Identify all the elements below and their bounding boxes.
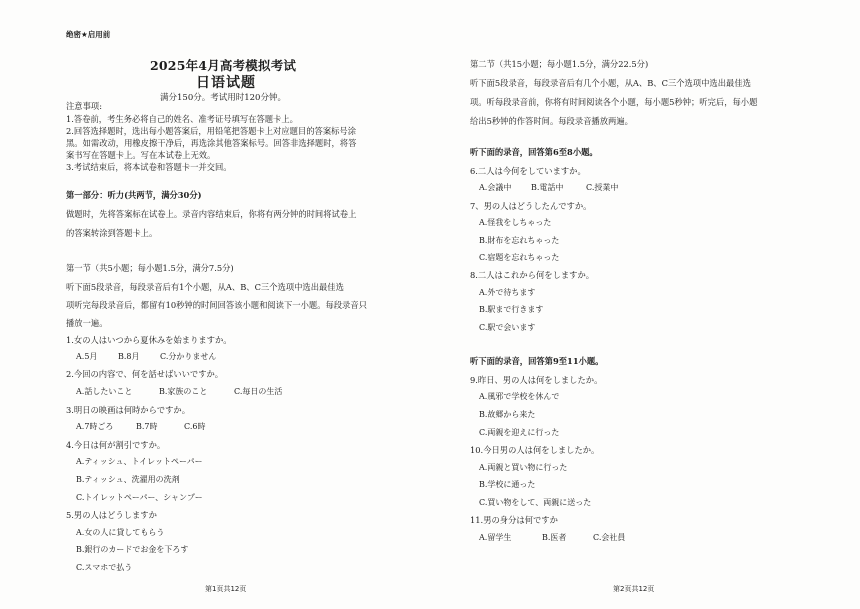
notice-item: 案书写在答题卡上。写在本试卷上无效。 [66, 150, 216, 160]
option-2c: C.毎日の生活 [234, 387, 283, 396]
option-11a: A.留学生 [479, 533, 512, 542]
group2-heading: 听下面的录音，回答第9至11小题。 [470, 356, 604, 366]
group1-heading: 听下面的录音，回答第6至8小题。 [470, 147, 598, 157]
option-3a: A.7時ごろ [76, 422, 114, 431]
option-1a: A.5月 [76, 352, 98, 361]
notice-heading: 注意事项: [66, 101, 102, 111]
section1-desc: 项听完每段录音后，都留有10秒钟的时间回答该小题和阅读下一小题。每段录音只 [66, 300, 367, 310]
option-1c: C.分かりません [160, 352, 217, 361]
option-10a: A.両親と買い物に行った [479, 463, 568, 472]
part1-desc: 的答案转涂到答题卡上。 [66, 228, 158, 238]
option-5c: C.スマホで払う [76, 563, 133, 572]
page-number-left: 第1页共12页 [205, 585, 247, 593]
question-2: 2.今回の内容で、何を話せばいいですか。 [66, 369, 224, 379]
exam-title: 2025年4月高考模拟考试 [150, 58, 297, 73]
option-3c: C.6時 [184, 422, 206, 431]
section1-heading: 第一节（共5小题；每小题1.5分，满分7.5分) [66, 263, 234, 273]
option-1b: B.8月 [118, 352, 140, 361]
question-11: 11.男の身分は何ですか [470, 515, 558, 525]
exam-meta: 满分150分。考试用时120分钟。 [160, 93, 286, 103]
section2-desc: 听下面5段录音，每段录音后有几个小题，从A、B、C三个选项中选出最佳选 [470, 78, 751, 88]
option-11c: C.会社員 [593, 533, 626, 542]
section2-desc: 项。听每段录音前，你将有时间阅读各个小题，每小题5秒钟；听完后，每小题 [470, 97, 758, 107]
question-4: 4.今日は何が割引ですか。 [66, 440, 166, 450]
exam-subject: 日语试题 [196, 75, 256, 91]
question-1: 1.女の人はいつから夏休みを始まりますか。 [66, 335, 232, 345]
notice-item: 3.考试结束后，将本试卷和答题卡一并交回。 [66, 162, 232, 172]
section1-desc: 播放一遍。 [66, 318, 108, 328]
option-8c: C.駅で会います [479, 323, 536, 332]
notice-item: 2.回答选择题时，选出每小题答案后，用铅笔把答题卡上对应题目的答案标号涂 [66, 126, 357, 136]
section2-heading: 第二节（共15小题；每小题1.5分，满分22.5分) [470, 59, 649, 69]
option-2a: A.話したいこと [76, 387, 133, 396]
question-8: 8.二人はこれから何をしますか。 [470, 270, 595, 280]
option-7b: B.財布を忘れちゃった [479, 236, 560, 245]
part1-heading: 第一部分：听力(共两节，满分30分) [66, 190, 202, 200]
question-6: 6.二人は今何をしていますか。 [470, 166, 586, 176]
option-6a: A.会議中 [479, 183, 512, 192]
section2-desc: 给出5秒钟的作答时间。每段录音播放两遍。 [470, 116, 633, 126]
question-9: 9.昨日、男の人は何をしましたか。 [470, 375, 603, 385]
option-4a: A.ティッシュ、トイレットペーパー [76, 457, 203, 466]
section1-desc: 听下面5段录音，每段录音后有1个小题，从A、B、C三个选项中选出最佳选 [66, 282, 344, 292]
notice-item: 黑。如需改动，用橡皮擦干净后，再选涂其他答案标号。回答非选择题时，将答 [66, 138, 357, 148]
question-7: 7、男の人はどうしたんですか。 [470, 201, 592, 211]
option-6b: B.電話中 [531, 183, 564, 192]
option-5b: B.銀行のカードでお金を下ろす [76, 545, 189, 554]
option-11b: B.医者 [542, 533, 567, 542]
option-6c: C.授業中 [586, 183, 619, 192]
right-page [430, 0, 860, 609]
option-8b: B.駅まで行きます [479, 305, 544, 314]
question-10: 10.今日男の人は何をしましたか。 [470, 445, 600, 455]
option-8a: A.外で待ちます [479, 288, 536, 297]
part1-desc: 做题时，先将答案标在试卷上。录音内容结束后，你将有两分钟的时间将试卷上 [66, 209, 357, 219]
secret-label: 绝密★启用前 [66, 30, 111, 39]
option-2b: B.家族のこと [159, 387, 208, 396]
question-3: 3.明日の映画は何時からですか。 [66, 405, 190, 415]
option-5a: A.女の人に貸してもらう [76, 528, 165, 537]
option-9a: A.風邪で学校を休んで [479, 392, 560, 401]
option-3b: B.7時 [136, 422, 158, 431]
option-7a: A.怪我をしちゃった [479, 218, 552, 227]
option-4c: C.トイレットペーパー、シャンプー [76, 493, 203, 502]
page-number-right: 第2页共12页 [613, 585, 655, 593]
option-9b: B.故郷から来た [479, 410, 536, 419]
notice-item: 1.答卷前，考生务必将自己的姓名、准考证号填写在答题卡上。 [66, 114, 298, 124]
option-10c: C.買い物をして、両親に送った [479, 498, 592, 507]
question-5: 5.男の人はどうしますか [66, 510, 157, 520]
option-4b: B.ティッシュ、洗濯用の洗剤 [76, 475, 180, 484]
option-7c: C.宿題を忘れちゃった [479, 253, 560, 262]
option-10b: B.学校に通った [479, 480, 536, 489]
option-9c: C.両親を迎えに行った [479, 428, 560, 437]
